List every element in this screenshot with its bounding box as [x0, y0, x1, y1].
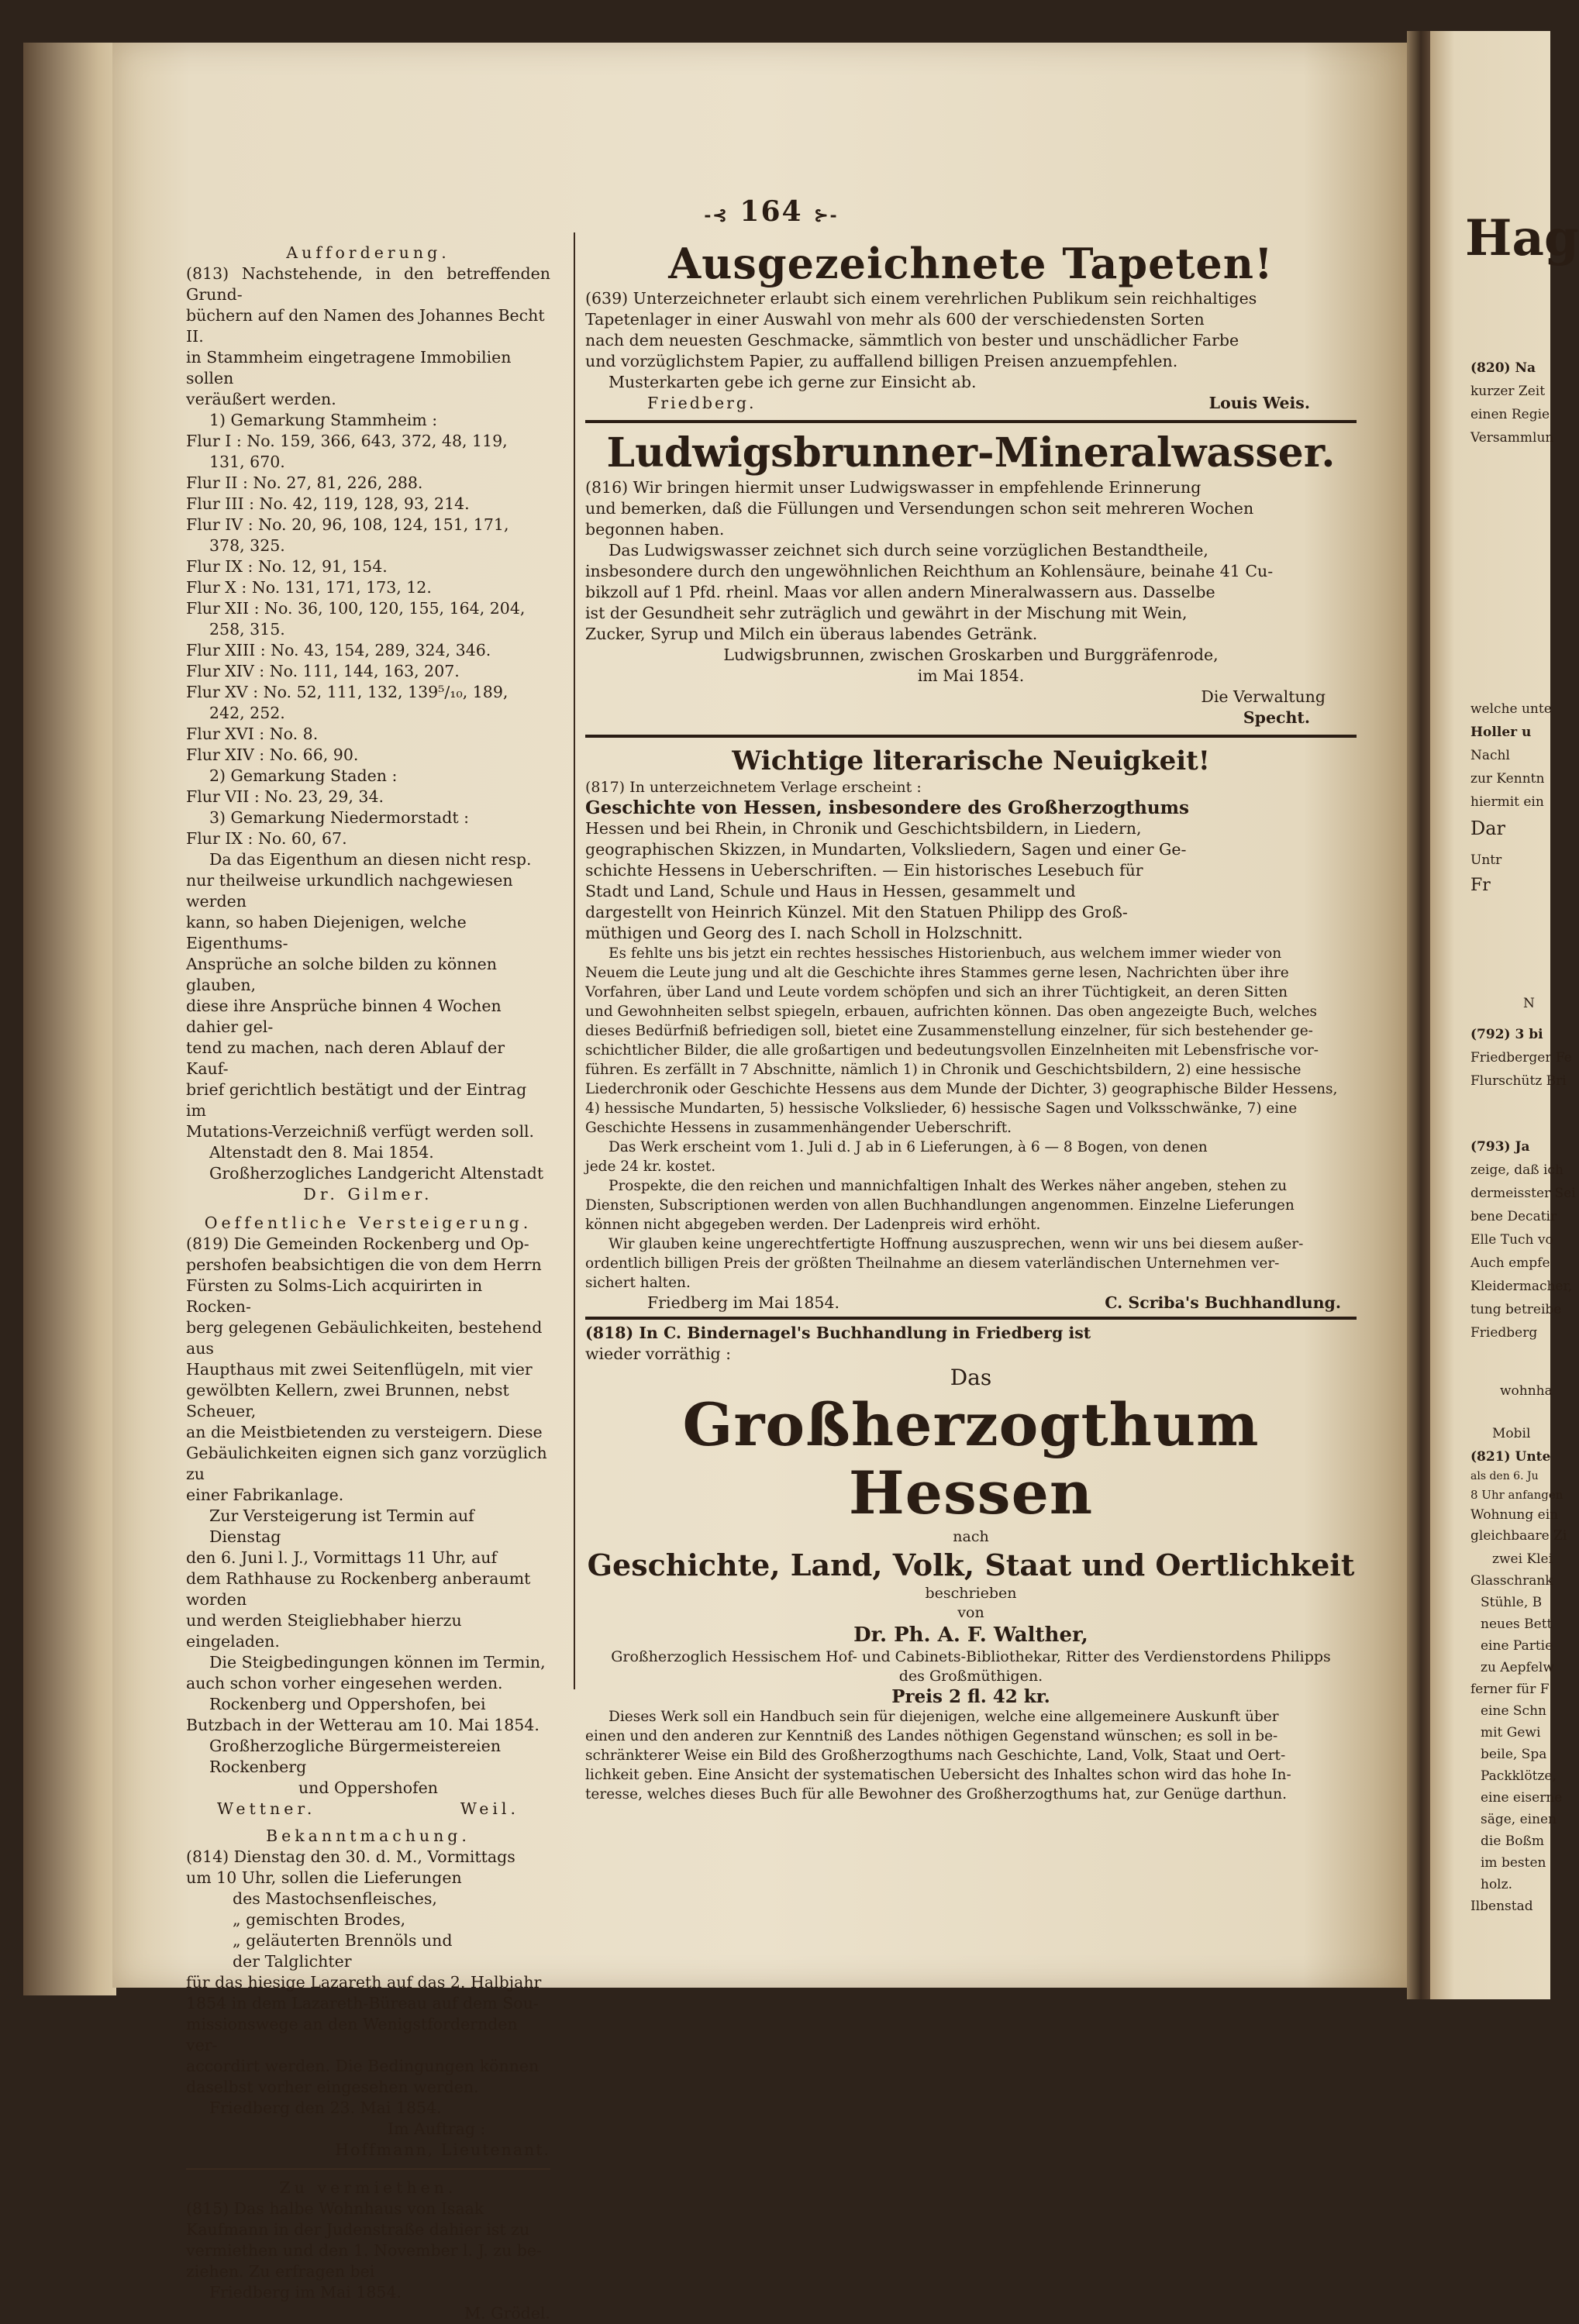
page-number-ornament-right: ⊱- [814, 205, 839, 226]
notice-line: dem Rathhause zu Rockenberg anberaumt worden [186, 1569, 531, 1609]
notice-signature: Weil. [460, 1799, 519, 1818]
next-page-fragment: säge, einen [1481, 1812, 1557, 1827]
notice-date: Friedberg den 23. Mai 1854. [209, 2098, 442, 2117]
ad-signature: Louis Weis. [1208, 394, 1310, 412]
ad-tapeten [585, 239, 1357, 414]
next-page-fragment: Hag [1465, 209, 1579, 267]
ad-line: ordentlich billigen Preis der größten Theilnahme an diesem vaterländischen Unternehmen ver- [585, 1255, 1280, 1272]
notice-line: vermiethen und den 1. November l. J. zu be- [186, 2241, 542, 2260]
notice-line: Gebäulichkeiten eignen sich ganz vorzüglich zu [186, 1444, 547, 1483]
ad-line: Musterkarten gebe ich gerne zur Einsicht ab. [609, 373, 977, 391]
notice-line: pershofen beabsichtigen die von dem Herrn [186, 1255, 542, 1274]
notice-signature: Hoffmann, Lieutenant. [335, 2140, 550, 2159]
notice-heading: Bekanntmachung. [266, 1826, 471, 1845]
section-rule [585, 1317, 1357, 1320]
notice-date: Friedberg im Mai 1854. [209, 2283, 402, 2302]
book-price: Preis 2 fl. 42 kr. [891, 1686, 1050, 1707]
next-page-fragment: (821) Unte [1470, 1449, 1551, 1465]
flur-line: Flur XIV : No. 111, 144, 163, 207. [186, 662, 460, 680]
notice-line: Da das Eigenthum an diesen nicht resp. [209, 850, 532, 869]
notice-line: an die Meistbietenden zu versteigern. Diese [186, 1423, 543, 1441]
left-column [186, 243, 550, 2324]
next-page-fragment: zu Aepfelw [1481, 1660, 1554, 1675]
ad-place: Friedberg. [647, 394, 757, 412]
ad-line: und Gewohnheiten selbst spiegeln, erbauen, aufrichten können. Das oben angezeigte Buch, welches [585, 1004, 1318, 1020]
notice-heading: Oeffentliche Versteigerung. [204, 1214, 533, 1232]
book-title-line: geographischen Skizzen, in Mundarten, Volksliedern, Sagen und einer Ge- [585, 840, 1187, 859]
ad-grossherzogthum [585, 1323, 1357, 1804]
next-page-fragment: Kleidermacher, [1470, 1279, 1573, 1294]
ad-line: Das Werk erscheint vom 1. Juli d. J ab in 6 Lieferungen, à 6 — 8 Bogen, von denen [609, 1139, 1208, 1155]
ad-line: Das Ludwigswasser zeichnet sich durch seine vorzüglichen Bestandtheile, [609, 541, 1208, 559]
next-page-fragment: 8 Uhr anfangen [1470, 1488, 1563, 1502]
notice-line: Zur Versteigerung ist Termin auf Dienstag [209, 1506, 474, 1546]
notice-line: 1854 in dem Lazareth-Büreau auf dem Sou- [186, 1994, 539, 2012]
ad-line: dieses Bedürfniß befriedigen soll, bietet eine Zusammenstellung einzelner, für sich bestehender ge- [585, 1023, 1313, 1039]
next-page-fragment: bene Decatir [1470, 1209, 1557, 1224]
ad-neuigkeit [585, 744, 1357, 1313]
notice-authority: Großherzogliches Landgericht Altenstadt [209, 1164, 544, 1183]
ad-body [585, 944, 1357, 1293]
notice-line: brief gerichtlich bestätigt und der Eintrag im [186, 1080, 527, 1120]
notice-line: Ansprüche an solche bilden zu können glauben, [186, 955, 497, 994]
flur-line: Flur VII : No. 23, 29, 34. [186, 787, 384, 806]
next-page-fragment: zur Kenntn [1470, 771, 1545, 787]
notice-line: Butzbach in der Wetterau am 10. Mai 1854. [186, 1716, 540, 1734]
notice-line: „ gemischten Brodes, [233, 1910, 406, 1929]
notice-line: (813) Nachstehende, in den betreffenden Grund- [186, 264, 550, 304]
next-page-fragment: N [1523, 996, 1535, 1011]
ad-line: sichert halten. [585, 1275, 691, 1291]
ad-signature: C. Scriba's Buchhandlung. [1105, 1293, 1341, 1312]
next-page-fragment: tung betreibe [1470, 1302, 1562, 1317]
ad-line: wieder vorräthig : [585, 1344, 732, 1363]
ad-line: begonnen haben. [585, 520, 725, 539]
ad-line: 4) hessische Mundarten, 5) hessische Volkslieder, 6) hessische Sagen und Volksschwänke, 7) eine [585, 1100, 1298, 1117]
ad-line: Zucker, Syrup und Milch ein überaus labendes Getränk. [585, 625, 1038, 643]
notice-line: Mutations-Verzeichniß verfügt werden soll. [186, 1122, 535, 1141]
ad-signature: Specht. [1243, 708, 1310, 727]
ad-line: Neuem die Leute jung und alt die Geschichte ihres Stammes gerne lesen, Nachrichten über ihre [585, 965, 1289, 981]
ad-line: Liederchronik oder Geschichte Hessens aus dem Munde der Dichter, 3) geographische Bilder Hessens, [585, 1081, 1338, 1097]
section-rule [585, 420, 1357, 423]
ad-headline: Ausgezeichnete Tapeten! [668, 239, 1274, 288]
ad-line: Dieses Werk soll ein Handbuch sein für diejenigen, welche eine allgemeinere Auskunft über [609, 1709, 1279, 1725]
ad-line: Wir glauben keine ungerechtfertigte Hoffnung auszusprechen, wenn wir uns bei diesem außer- [609, 1236, 1304, 1252]
flur-line: Flur XVI : No. 8. [186, 725, 319, 743]
notice-heading: Aufforderung. [286, 243, 450, 262]
gutter [1407, 31, 1430, 1999]
notice-line: gewölbten Kellern, zwei Brunnen, nebst Scheuer, [186, 1381, 509, 1420]
next-page-fragment: beile, Spa [1481, 1747, 1547, 1762]
notice-heading: Zu vermiethen. [279, 2178, 457, 2197]
next-page-fragment: (792) 3 bi [1470, 1027, 1543, 1042]
ad-footer [585, 393, 1357, 414]
next-page-fragment: neues Bett [1481, 1616, 1553, 1632]
next-page-fragment: als den 6. Ju [1470, 1470, 1539, 1482]
column-divider [574, 232, 575, 1689]
ad-line: und vorzüglichstem Papier, zu auffallend billigen Preisen anzuempfehlen. [585, 352, 1178, 370]
ad-line: schränkterer Weise ein Bild des Großherzogthums nach Geschichte, Land, Volk, Staat und Oert- [585, 1747, 1286, 1764]
flur-line: Flur XII : No. 36, 100, 120, 155, 164, 204, [186, 599, 526, 618]
next-page-fragment: zeige, daß ich [1470, 1162, 1563, 1178]
notice-line: veräußert werden. [186, 390, 336, 408]
next-page-fragment: (820) Na [1470, 360, 1536, 376]
notice-line: „ geläuterten Brennöls und [233, 1931, 453, 1950]
notice-signature: Dr. Gilmer. [303, 1185, 433, 1203]
next-page-fragment: Elle Tuch vo [1470, 1232, 1553, 1248]
notice-line: den 6. Juni l. J., Vormittags 11 Uhr, auf [186, 1548, 498, 1567]
flur-line: 242, 252. [209, 704, 285, 722]
flur-line: 258, 315. [209, 620, 285, 639]
section-rule [186, 2168, 550, 2170]
next-page-fragment: eine eiserne [1481, 1790, 1563, 1806]
notice-versteigerung [186, 1213, 550, 1820]
next-page-fragment: Mobil [1492, 1426, 1531, 1441]
ad-line: Prospekte, die den reichen und mannichfaltigen Inhalt des Werkes näher angeben, stehen zu [609, 1178, 1288, 1194]
next-page-fragment: die Boßm [1481, 1833, 1544, 1849]
book-title-line: schichte Hessens in Ueberschriften. — Ein historisches Lesebuch für [585, 861, 1143, 880]
notice-line: berg gelegenen Gebäulichkeiten, bestehend aus [186, 1318, 543, 1358]
ad-line: und bemerken, daß die Füllungen und Versendungen schon seit mehreren Wochen [585, 499, 1254, 518]
next-page-fragment: eine Partie [1481, 1638, 1553, 1654]
notice-bekanntmachung [186, 1826, 550, 2160]
flur-line: Flur I : No. 159, 366, 643, 372, 48, 119, [186, 432, 508, 450]
book-subtitle: Geschichte, Land, Volk, Staat und Oertlichkeit [587, 1548, 1355, 1582]
notice-line: Großherzogliche Bürgermeistereien Rockenberg [209, 1737, 502, 1776]
page-number-ornament-left: -⊰ [704, 205, 729, 226]
ad-place: Friedberg im Mai 1854. [647, 1293, 840, 1312]
next-page-fragment: Untr [1470, 852, 1502, 868]
flur-line: Flur IX : No. 12, 91, 154. [186, 557, 388, 576]
ad-line: Tapetenlager in einer Auswahl von mehr als 600 der verschiedensten Sorten [585, 310, 1205, 329]
flur-line: 378, 325. [209, 536, 285, 555]
right-column [585, 194, 1357, 1804]
notice-line: (815) Das halbe Wohnhaus von Isaak [186, 2199, 484, 2218]
ad-beschrieben: beschrieben [925, 1585, 1017, 1602]
notice-line: tend zu machen, nach deren Ablauf der Kauf- [186, 1038, 505, 1078]
notice-line: büchern auf den Namen des Johannes Becht II. [186, 306, 545, 346]
next-page-fragment: dermeisster Sei [1470, 1186, 1576, 1201]
notice-line: (819) Die Gemeinden Rockenberg und Op- [186, 1234, 529, 1253]
flur-line: Flur XV : No. 52, 111, 132, 139⁵/₁₀, 189, [186, 683, 509, 701]
ad-line: (816) Wir bringen hiermit unser Ludwigswasser in empfehlende Erinnerung [585, 478, 1201, 497]
next-page-fragment: Fr [1470, 876, 1491, 895]
flur-line: Flur IV : No. 20, 96, 108, 124, 151, 171, [186, 515, 509, 534]
ad-line: Es fehlte uns bis jetzt ein rechtes hessisches Historienbuch, aus welchem immer wieder von [609, 945, 1282, 962]
next-page-fragment: hiermit ein [1470, 794, 1544, 810]
author-title: Großherzoglich Hessischem Hof- und Cabinets-Bibliothekar, Ritter des Verdienstordens Philipps [611, 1648, 1331, 1665]
next-page-fragment: Flurschütz Bri [1470, 1073, 1567, 1089]
ad-mineralwasser [585, 429, 1357, 728]
notice-line: Rockenberg und Oppershofen, bei [209, 1695, 486, 1713]
next-page-fragment: gleichbaare Zi [1470, 1528, 1567, 1544]
ad-line: führen. Es zerfällt in 7 Abschnitte, nämlich 1) in Chronik und Geschichtsbildern, 2) eine hessische [585, 1062, 1301, 1078]
notice-line: diese ihre Ansprüche binnen 4 Wochen dahier gel- [186, 997, 502, 1036]
ad-line: teresse, welches dieses Buch für alle Bewohner des Großherzogthums hat, zur Genüge darthun. [585, 1786, 1287, 1802]
flur-line: Flur XIV : No. 66, 90. [186, 745, 359, 764]
book-title-line: dargestellt von Heinrich Künzel. Mit den Statuen Philipp des Groß- [585, 903, 1128, 921]
ad-von: von [957, 1604, 984, 1621]
ad-line: jede 24 kr. kostet. [585, 1159, 716, 1175]
notice-signatures [186, 1799, 550, 1820]
next-page-fragment: Friedberger Fe [1470, 1050, 1572, 1066]
notice-signature: M. Grödel. [464, 2304, 550, 2322]
notice-line: Kaufmann in der Judenstraße dahier ist zu [186, 2220, 530, 2239]
book-title-line: Hessen und bei Rhein, in Chronik und Geschichtsbildern, in Liedern, [585, 819, 1142, 838]
ad-line: können nicht abgegeben werden. Der Ladenpreis wird erhöht. [585, 1217, 1041, 1233]
flur-line: Flur III : No. 42, 119, 128, 93, 214. [186, 494, 470, 513]
ad-line: (818) In C. Bindernagel's Buchhandlung in Friedberg ist [585, 1324, 1091, 1342]
notice-line: um 10 Uhr, sollen die Lieferungen [186, 1868, 462, 1887]
next-page-fragment: eine Schn [1481, 1703, 1546, 1719]
notice-line: Die Steigbedingungen können im Termin, [209, 1653, 546, 1672]
ad-headline: Großherzogthum Hessen [682, 1390, 1260, 1527]
notice-line: nur theilweise urkundlich nachgewiesen werden [186, 871, 513, 911]
next-page-fragment: holz. [1481, 1877, 1512, 1892]
next-page-fragment: im besten [1481, 1855, 1546, 1871]
book-edge [23, 43, 116, 1995]
ad-authority: Die Verwaltung [1201, 687, 1326, 706]
notice-line: Haupthaus mit zwei Seitenflügeln, mit vier [186, 1360, 533, 1379]
book-title-line: Geschichte von Hessen, insbesondere des Großherzogthums [585, 797, 1189, 818]
next-page-fragment: Holler u [1470, 725, 1532, 740]
notice-line: (814) Dienstag den 30. d. M., Vormittags [186, 1847, 515, 1866]
next-page-edge [1430, 31, 1579, 1999]
ad-headline: Ludwigsbrunner-Mineralwasser. [606, 429, 1336, 477]
section-rule [585, 735, 1357, 738]
flur-line: Flur IX : No. 60, 67. [186, 829, 347, 848]
notice-date: Altenstadt den 8. Mai 1854. [209, 1143, 434, 1162]
book-title-line: Stadt und Land, Schule und Haus in Hessen, gesammelt und [585, 882, 1076, 900]
next-page-fragment: mit Gewi [1481, 1725, 1541, 1740]
notice-line: daselbst vorher eingesehen werden. [186, 2078, 479, 2096]
ad-line: Vorfahren, über Land und Leute vordem schöpfen und sich an ihrer Tüchtigkeit, an deren Sitten [585, 984, 1288, 1000]
flur-line: Flur II : No. 27, 81, 226, 288. [186, 473, 423, 492]
ad-das: Das [950, 1365, 992, 1390]
ad-line: ist der Gesundheit sehr zuträglich und gewährt in der Mischung mit Wein, [585, 604, 1188, 622]
ad-line: nach dem neuesten Geschmacke, sämmtlich von bester und unschädlicher Farbe [585, 331, 1239, 349]
next-page-fragment: wohnha [1500, 1383, 1553, 1399]
ad-headline: Wichtige literarische Neuigkeit! [732, 745, 1210, 776]
notice-line: accordirt werden. Die Bedingungen können [186, 2057, 540, 2075]
flur-line: Flur XIII : No. 43, 154, 289, 324, 346. [186, 641, 491, 659]
next-page-fragment: welche unte [1470, 701, 1552, 717]
ad-line: lichkeit geben. Eine Ansicht der systematischen Uebersicht des Inhaltes schon wird das hohe In- [585, 1767, 1291, 1783]
ad-line: Geschichte Hessens in zusammenhängender Ueberschrift. [585, 1120, 1012, 1136]
notice-line: einer Fabrikanlage. [186, 1486, 344, 1504]
notice-line: Fürsten zu Solms-Lich acquirirten in Rocken- [186, 1276, 483, 1316]
notice-line: auch schon vorher eingesehen werden. [186, 1674, 503, 1692]
notice-line: und werden Steigliebhaber hierzu eingeladen. [186, 1611, 462, 1651]
next-page-fragment: einen Regie [1470, 407, 1550, 422]
flur-line: Flur X : No. 131, 171, 173, 12. [186, 578, 432, 597]
ad-line: bikzoll auf 1 Pfd. rheinl. Maas vor allen andern Mineralwassern aus. Dasselbe [585, 583, 1215, 601]
next-page-fragment: Dar [1470, 818, 1506, 839]
notice-line: für das hiesige Lazareth auf das 2. Halbjahr [186, 1973, 542, 1992]
next-page-fragment: Stühle, B [1481, 1595, 1543, 1610]
next-page-fragment: Ilbenstad [1470, 1899, 1533, 1914]
flur-line: 131, 670. [209, 453, 285, 471]
notice-line: der Talglichter [233, 1952, 352, 1971]
ad-footer [585, 1293, 1357, 1313]
ad-nach: nach [953, 1528, 989, 1545]
page-number-value: 164 [740, 195, 803, 228]
next-page-fragment: Auch empfe [1470, 1255, 1550, 1271]
next-page-fragment: Friedberg [1470, 1325, 1538, 1341]
ad-place: im Mai 1854. [917, 666, 1025, 685]
ad-line: (639) Unterzeichneter erlaubt sich einem verehrlichen Publikum sein reichhaltiges [585, 289, 1257, 308]
gemarkung-heading: 3) Gemarkung Niedermorstadt : [209, 808, 470, 827]
next-page-fragment: Wohnung ein [1470, 1507, 1559, 1523]
next-page-fragment: (793) Ja [1470, 1139, 1530, 1155]
notice-vermiethen [186, 2178, 550, 2324]
next-page-fragment: ferner für F [1470, 1682, 1550, 1697]
notice-line: missionswege an den Wenigstfordernden ver- [186, 2015, 518, 2054]
next-page-fragment: Nachl [1470, 748, 1510, 763]
book-author: Dr. Ph. A. F. Walther, [853, 1623, 1088, 1647]
next-page-fragment: zwei Klei [1492, 1551, 1553, 1567]
notice-line: und Oppershofen [298, 1778, 438, 1797]
notice-line: kann, so haben Diejenigen, welche Eigenthums- [186, 913, 467, 952]
notice-aufforderung [186, 243, 550, 1205]
author-title: des Großmüthigen. [898, 1668, 1043, 1685]
ad-line: einen und den anderen zur Kenntniß des Landes nöthigen Gegenstand wünschen; es soll in be- [585, 1728, 1278, 1744]
next-page-fragment: Packklötze, [1481, 1768, 1557, 1784]
ad-line: insbesondere durch den ungewöhnlichen Reichthum an Kohlensäure, beinahe 41 Cu- [585, 562, 1274, 580]
next-page-fragment: Glasschrank [1470, 1573, 1553, 1589]
gemarkung-heading: 2) Gemarkung Staden : [209, 766, 398, 785]
ad-body [585, 1707, 1357, 1804]
ad-line: (817) In unterzeichnetem Verlage erscheint : [585, 779, 922, 796]
gemarkung-heading: 1) Gemarkung Stammheim : [209, 411, 438, 429]
ad-line: schichtlicher Bilder, die alle großartigen und bedeutungsvollen Einzelnheiten mit Lebensfrische vor- [585, 1042, 1319, 1059]
notice-line: in Stammheim eingetragene Immobilien sollen [186, 348, 512, 387]
notice-signature: Wettner. [217, 1799, 316, 1818]
ad-line: Diensten, Subscriptionen werden von allen Buchhandlungen angenommen. Einzelne Lieferungen [585, 1197, 1295, 1214]
notice-line: des Mastochsenfleisches, [233, 1889, 437, 1908]
ad-place: Ludwigsbrunnen, zwischen Groskarben und Burggräfenrode, [723, 646, 1219, 664]
next-page-fragment: Versammlun [1470, 430, 1554, 446]
next-page-fragment: kurzer Zeit [1470, 384, 1546, 399]
book-title-line: müthigen und Georg des I. nach Scholl in Holzschnitt. [585, 924, 1023, 942]
notice-line: ziehen. Zu erfragen bei [186, 2262, 375, 2281]
notice-auftrag: Im Auftrag : [388, 2119, 486, 2138]
